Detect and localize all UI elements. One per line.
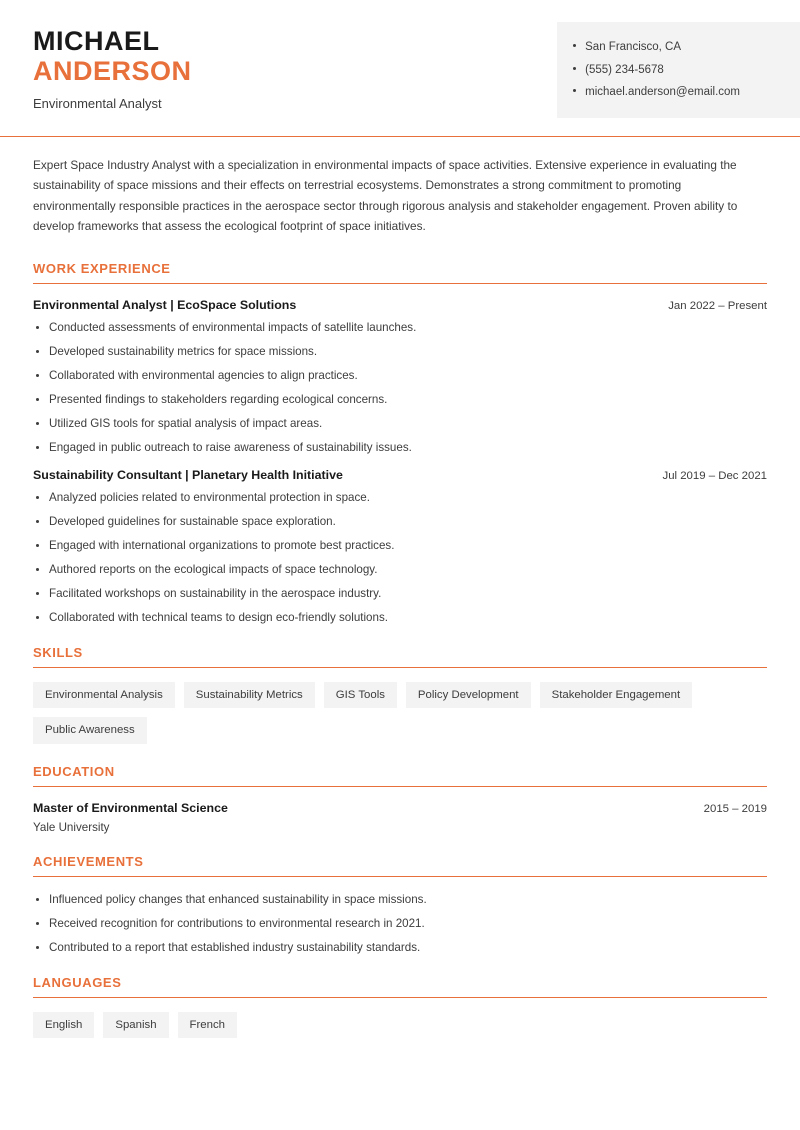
bullet-icon — [36, 374, 39, 377]
list-item-text: Collaborated with technical teams to design eco-friendly solutions. — [49, 610, 388, 624]
list-item-text: Analyzed policies related to environmental protection in space. — [49, 491, 370, 505]
skill-chip: Stakeholder Engagement — [540, 682, 693, 709]
work-entry-date: Jan 2022 – Present — [668, 299, 767, 312]
list-item — [33, 491, 767, 505]
bullet-icon — [36, 398, 39, 401]
bullet-icon — [36, 520, 39, 523]
list-item-text: Conducted assessments of environmental impacts of satellite launches. — [49, 320, 417, 334]
section-achievements — [33, 854, 767, 955]
bullet-icon — [36, 422, 39, 425]
section-divider — [33, 997, 767, 998]
list-item-text: Contributed to a report that established industry sustainability standards. — [49, 940, 421, 954]
language-chip: French — [178, 1012, 237, 1039]
contact-email[interactable] — [571, 81, 740, 104]
bullet-icon — [36, 326, 39, 329]
contact-phone-text: (555) 234-5678 — [585, 63, 664, 76]
skill-chip: Sustainability Metrics — [184, 682, 315, 709]
education-degree: Master of Environmental Science — [33, 800, 228, 815]
work-entry — [33, 298, 767, 454]
section-title-languages: LANGUAGES — [33, 974, 122, 990]
bullet-icon — [573, 89, 576, 92]
section-education — [33, 764, 767, 834]
list-item — [33, 369, 767, 383]
list-item-text: Presented findings to stakeholders regarding ecological concerns. — [49, 392, 388, 406]
education-entry — [33, 801, 767, 834]
list-item-text: Developed sustainability metrics for space missions. — [49, 344, 318, 358]
section-divider — [33, 876, 767, 877]
list-item — [33, 345, 767, 359]
section-skills — [33, 645, 767, 744]
first-name: MICHAEL — [33, 26, 160, 56]
bullet-icon — [36, 568, 39, 571]
skills-chip-list — [33, 682, 767, 744]
list-item-text: Authored reports on the ecological impacts of space technology. — [49, 563, 378, 577]
list-item — [33, 417, 767, 431]
list-item — [33, 393, 767, 407]
list-item-text: Influenced policy changes that enhanced sustainability in space missions. — [49, 892, 427, 906]
bullet-icon — [36, 350, 39, 353]
list-item — [33, 539, 767, 553]
professional-summary: Expert Space Industry Analyst with a specialization in environmental impacts of space activities. Extensive experience in evaluating the sustainability of space missions and their effects on terrestrial ecosystems. Demonstrates a strong commitment to promoting environmentally responsible practices in the aerospace sector through rigorous analysis and stakeholder engagement. Proven ability to develop frameworks that assess the ecological footprint of space initiatives. — [33, 157, 738, 234]
bullet-icon — [36, 898, 39, 901]
education-entry-head — [33, 801, 767, 815]
work-entry-bullets — [33, 321, 767, 454]
section-title-education: EDUCATION — [33, 763, 115, 779]
last-name: ANDERSON — [33, 56, 192, 87]
contact-phone — [571, 59, 740, 82]
section-divider — [33, 786, 767, 787]
list-item-text: Developed guidelines for sustainable space exploration. — [49, 515, 336, 529]
list-item — [33, 587, 767, 601]
work-entry-title: Sustainability Consultant | Planetary Health Initiative — [33, 468, 343, 483]
list-item-text: Facilitated workshops on sustainability in the aerospace industry. — [49, 587, 382, 601]
work-entry-bullets — [33, 491, 767, 624]
contact-block — [557, 22, 800, 118]
bullet-icon — [36, 592, 39, 595]
skill-chip: Public Awareness — [33, 717, 147, 744]
work-entry-date: Jul 2019 – Dec 2021 — [662, 470, 767, 483]
job-title: Environmental Analyst — [33, 96, 162, 112]
list-item — [33, 321, 767, 335]
list-item — [33, 917, 767, 931]
list-item — [33, 441, 767, 455]
list-item — [33, 941, 767, 955]
list-item — [33, 515, 767, 529]
section-title-skills: SKILLS — [33, 644, 83, 660]
list-item-text: Collaborated with environmental agencies to align practices. — [49, 368, 358, 382]
bullet-icon — [36, 616, 39, 619]
list-item — [33, 893, 767, 907]
skill-chip: GIS Tools — [324, 682, 397, 709]
bullet-icon — [36, 922, 39, 925]
contact-location — [571, 36, 740, 59]
bullet-icon — [573, 67, 576, 70]
section-work-experience — [33, 261, 767, 625]
resume-header — [0, 0, 800, 118]
list-item-text: Utilized GIS tools for spatial analysis of impact areas. — [49, 416, 323, 430]
section-divider — [33, 667, 767, 668]
work-entry-head — [33, 298, 767, 312]
section-divider — [33, 283, 767, 284]
education-school: Yale University — [33, 820, 110, 834]
language-chip: Spanish — [103, 1012, 168, 1039]
section-title-work: WORK EXPERIENCE — [33, 260, 171, 276]
list-item — [33, 611, 767, 625]
bullet-icon — [36, 496, 39, 499]
education-date: 2015 – 2019 — [703, 802, 767, 815]
work-entry — [33, 468, 767, 624]
skill-chip: Environmental Analysis — [33, 682, 175, 709]
achievements-list — [33, 893, 767, 955]
list-item-text: Engaged with international organizations to promote best practices. — [49, 539, 395, 553]
skill-chip: Policy Development — [406, 682, 531, 709]
header-identity — [33, 22, 192, 111]
section-languages — [33, 975, 767, 1039]
languages-chip-list — [33, 1012, 767, 1039]
contact-location-text: San Francisco, CA — [585, 41, 682, 53]
list-item-text: Engaged in public outreach to raise awareness of sustainability issues. — [49, 440, 412, 454]
bullet-icon — [36, 446, 39, 449]
bullet-icon — [36, 544, 39, 547]
list-item — [33, 563, 767, 577]
work-entry-head — [33, 468, 767, 482]
list-item-text: Received recognition for contributions to environmental research in 2021. — [49, 916, 425, 930]
work-entry-title: Environmental Analyst | EcoSpace Solutions — [33, 297, 297, 312]
bullet-icon — [573, 44, 576, 47]
resume-body — [0, 137, 800, 1038]
contact-email-text: michael.anderson@email.com — [585, 86, 740, 99]
bullet-icon — [36, 946, 39, 949]
language-chip: English — [33, 1012, 94, 1039]
section-title-achievements: ACHIEVEMENTS — [33, 853, 144, 869]
